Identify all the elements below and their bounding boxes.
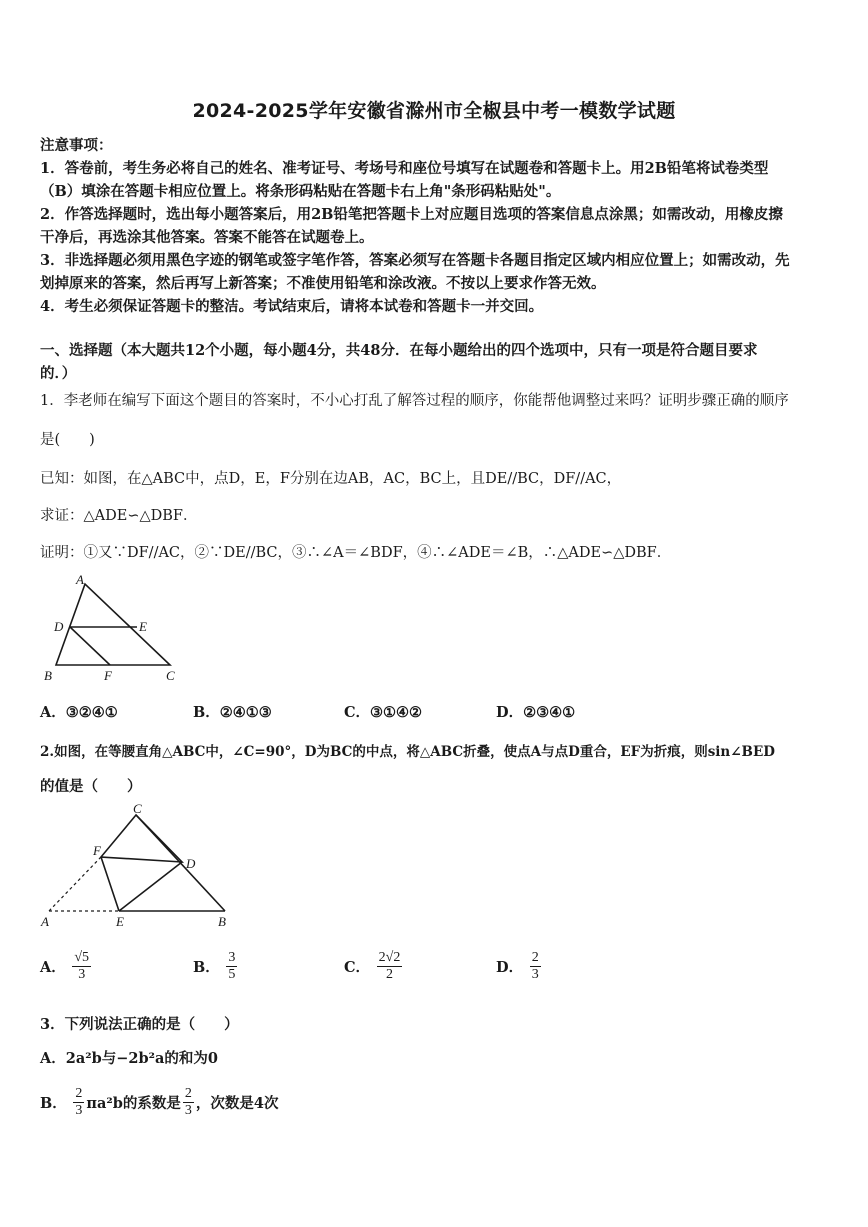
option-text: ③①④②	[370, 705, 423, 721]
fraction-numerator: 2	[530, 950, 541, 967]
option-text: 2a²b与−2b²a的和为0	[65, 1050, 218, 1067]
fraction-numerator: 2	[73, 1086, 84, 1103]
question-1-figure	[40, 572, 190, 688]
q1-option-d	[496, 701, 575, 722]
q3-option-b	[40, 1086, 278, 1119]
option-letter: A．	[40, 704, 66, 721]
option-letter: A．	[40, 1050, 66, 1067]
q2-option-c	[344, 950, 404, 983]
notice-line: 1．答卷前，考生务必将自己的姓名、准考证号、考场号和座位号填写在试题卷和答题卡上。用2B铅笔将试卷类型	[40, 160, 769, 177]
q1-option-b	[193, 701, 272, 722]
option-text: ②③④①	[523, 705, 576, 721]
fraction-numerator: 2	[183, 1086, 194, 1103]
page-title: 2024-2025学年安徽省滁州市全椒县中考一模数学试题	[192, 100, 676, 122]
figure-label-f: F	[104, 668, 112, 683]
figure-label-c: C	[166, 668, 175, 683]
option-text: ③②④①	[65, 705, 118, 721]
figure-label-d: D	[54, 619, 64, 634]
figure-label-d: D	[186, 856, 196, 871]
question-1-prove: 求证：△ADE∽△DBF．	[40, 508, 198, 524]
section-heading-cont: 的．）	[40, 365, 77, 382]
q1-option-c	[344, 701, 422, 722]
option-text: ②④①③	[219, 705, 272, 721]
notice-line: 2．作答选择题时，选出每小题答案后，用2B铅笔把答题卡上对应题目选项的答案信息点涂黑；如需改动，用橡皮擦	[40, 206, 783, 223]
question-3-stem: 3．下列说法正确的是（ ）	[40, 1016, 239, 1033]
figure-label-e: E	[139, 619, 147, 634]
option-letter: D．	[496, 704, 524, 721]
figure-label-b: B	[44, 668, 52, 683]
notice-line: 3．非选择题必须用黑色字迹的钢笔或签字笔作答，答案必须写在答题卡各题目指定区域内相应位置上；如需改动，先	[40, 252, 790, 269]
question-2-figure	[36, 800, 236, 930]
fraction-numerator: 2√2	[377, 950, 403, 967]
option-letter: B．	[193, 959, 220, 977]
notice-line: （B）填涂在答题卡相应位置上。将条形码粘贴在答题卡右上角"条形码粘贴处"。	[40, 183, 561, 200]
figure-label-f: F	[93, 843, 101, 858]
notice-line: 4．考生必须保证答题卡的整洁。考试结束后，请将本试卷和答题卡一并交回。	[40, 298, 544, 315]
fraction-denominator: 3	[78, 967, 86, 983]
figure-label-a: A	[76, 572, 84, 587]
q2-option-b	[193, 950, 239, 983]
notice-heading: 注意事项：	[40, 137, 113, 154]
fraction-denominator: 3	[75, 1103, 83, 1119]
q2-option-d	[496, 950, 543, 983]
option-letter: B．	[40, 1095, 67, 1113]
question-1-given: 已知：如图，在△ABC中，点D，E，F分别在边AB，AC，BC上，且DE//BC，DF//AC，	[40, 471, 622, 487]
figure-label-c: C	[133, 801, 142, 816]
option-letter: B．	[193, 704, 220, 721]
option-letter: D．	[496, 959, 524, 977]
q2-option-a	[40, 950, 93, 983]
notice-line: 划掉原来的答案，然后再写上新答案；不准使用铅笔和涂改液。不按以上要求作答无效。	[40, 275, 606, 292]
figure-label-b: B	[218, 914, 226, 929]
fraction-denominator: 2	[386, 967, 393, 983]
notice-line: 干净后，再选涂其他答案。答案不能答在试题卷上。	[40, 229, 374, 246]
option-text: ，次数是4次	[195, 1095, 279, 1113]
question-1-stem-cont: 是( )	[40, 432, 95, 448]
question-1-stem: 1．李老师在编写下面这个题目的答案时，不小心打乱了解答过程的顺序，你能帮他调整过来吗？证明步骤正确的顺序	[40, 393, 789, 409]
fraction-denominator: 3	[184, 1103, 192, 1119]
option-text: πa²b的系数是	[86, 1095, 181, 1113]
q1-option-a	[40, 701, 118, 722]
section-heading: 一、选择题（本大题共12个小题，每小题4分，共48分．在每小题给出的四个选项中，只有一项是符合题目要求	[40, 342, 758, 359]
fraction-numerator: 3	[226, 950, 237, 967]
question-2-stem-cont: 的值是（ ）	[40, 778, 142, 795]
option-letter: A．	[40, 959, 66, 977]
figure-label-e: E	[116, 914, 124, 929]
q3-option-a	[40, 1047, 218, 1068]
option-letter: C．	[344, 959, 371, 977]
figure-label-a: A	[41, 914, 49, 929]
question-2-stem: 2.如图，在等腰直角△ABC中，∠C=90°，D为BC的中点，将△ABC折叠，使点A与点D重合，EF为折痕，则sin∠BED	[40, 744, 775, 760]
option-letter: C．	[344, 704, 371, 721]
question-1-proof: 证明：①又∵DF//AC，②∵DE//BC，③∴∠A＝∠BDF，④∴∠ADE＝∠B，∴△ADE∽△DBF．	[40, 545, 672, 561]
fraction-denominator: 5	[228, 967, 236, 983]
fraction-denominator: 3	[531, 967, 539, 983]
fraction-numerator: √5	[72, 950, 91, 967]
